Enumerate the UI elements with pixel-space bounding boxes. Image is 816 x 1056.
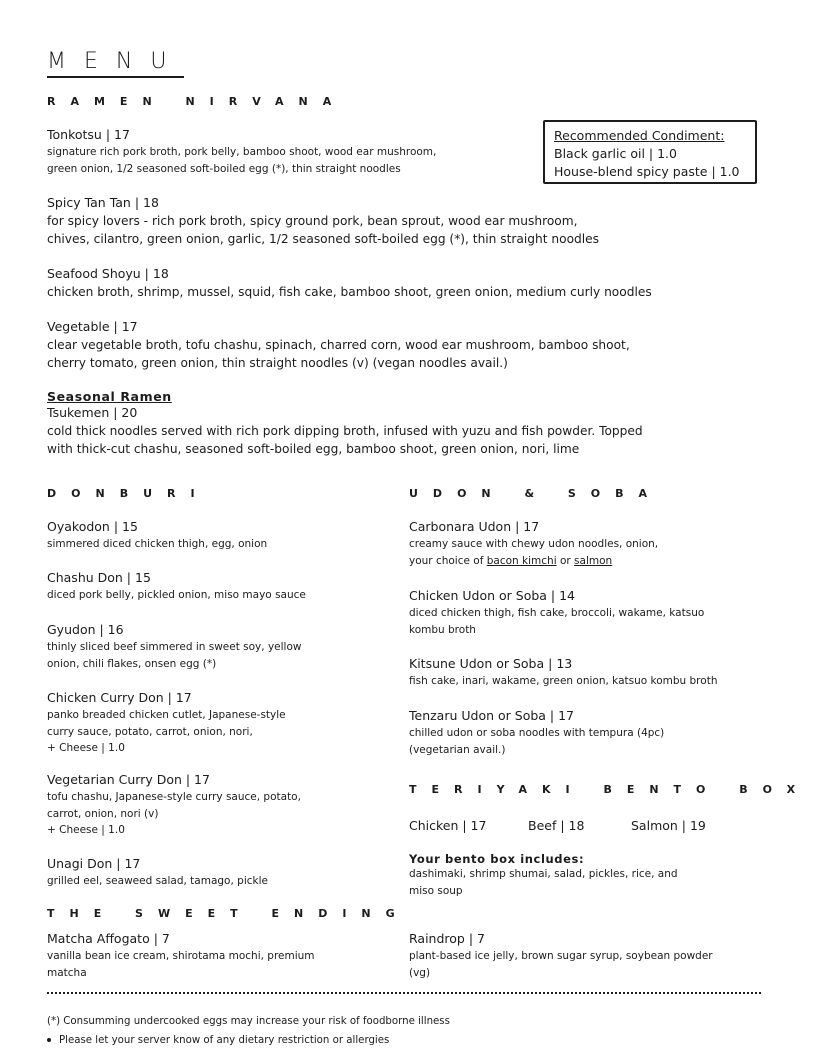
menu-item-vegetable: [47, 318, 630, 372]
bento-includes-desc: dashimaki, shrimp shumai, salad, pickles, rice, and: [409, 868, 678, 880]
item-desc: vanilla bean ice cream, shirotama mochi, premium: [47, 950, 315, 962]
condiment-item: Black garlic oil | 1.0: [554, 146, 677, 161]
item-name: Tenzaru Udon or Soba | 17: [409, 708, 575, 723]
menu-title: MENU: [47, 50, 184, 78]
bento-heading: TERIYAKI BENTO BOX: [409, 783, 811, 796]
bento-includes-desc: miso soup: [409, 884, 463, 897]
condiment-box: [543, 120, 757, 184]
item-desc: onion, chili flakes, onsen egg (*): [47, 657, 217, 670]
item-desc: grilled eel, seaweed salad, tamago, pickle: [47, 875, 268, 887]
item-desc: plant-based ice jelly, brown sugar syrup, soybean powder: [409, 950, 713, 962]
choice-prefix: your choice of: [409, 554, 487, 567]
donburi-heading: DONBURI: [47, 487, 210, 500]
item-desc: thinly sliced beef simmered in sweet soy, yellow: [47, 641, 302, 653]
dotted-divider: [47, 992, 761, 994]
item-desc: panko breaded chicken cutlet, Japanese-style: [47, 709, 286, 721]
choice-separator: or: [556, 554, 575, 567]
item-desc: signature rich pork broth, pork belly, bamboo shoot, wood ear mushroom,: [47, 146, 437, 158]
menu-item-kitsune-udon-soba: [409, 655, 717, 690]
item-desc: kombu broth: [409, 623, 476, 636]
choice-salmon: salmon: [574, 554, 613, 567]
item-name: Matcha Affogato | 7: [47, 931, 170, 946]
item-desc: cherry tomato, green onion, thin straight noodles (v) (vegan noodles avail.): [47, 356, 508, 370]
bullet-icon: [47, 1038, 51, 1042]
item-desc: (vg): [409, 966, 431, 979]
item-name: Chicken Udon or Soba | 14: [409, 588, 576, 603]
item-name: Gyudon | 16: [47, 622, 124, 637]
menu-item-chicken-curry-don: [47, 689, 286, 757]
item-choice: [409, 553, 658, 570]
menu-item-tsukemen: [47, 389, 643, 458]
footnote-allergies-text: Please let your server know of any dietary restriction or allergies: [59, 1035, 390, 1046]
item-desc: cold thick noodles served with rich pork dipping broth, infused with yuzu and fish powder. Topped: [47, 424, 643, 438]
menu-item-spicy-tan-tan: [47, 194, 599, 248]
menu-item-tenzaru-udon-soba: [409, 707, 664, 758]
item-desc: green onion, 1/2 seasoned soft-boiled egg (*), thin straight noodles: [47, 162, 401, 175]
menu-item-unagi-don: [47, 855, 268, 890]
menu-item-chashu-don: [47, 569, 306, 604]
udon-soba-heading: UDON & SOBA: [409, 487, 663, 500]
footnote-allergies: [47, 1034, 389, 1048]
item-name: Vegetarian Curry Don | 17: [47, 772, 210, 787]
dessert-heading: THE SWEET ENDING: [47, 907, 410, 920]
menu-item-seafood-shoyu: [47, 265, 652, 301]
menu-item-gyudon: [47, 621, 301, 672]
item-desc: curry sauce, potato, carrot, onion, nori,: [47, 725, 253, 738]
menu-item-matcha-affogato: [47, 930, 315, 981]
item-name: Chicken Curry Don | 17: [47, 690, 192, 705]
item-desc: (vegetarian avail.): [409, 743, 506, 756]
bento-includes-heading: Your bento box includes:: [409, 852, 585, 866]
bento-option-beef: Beef | 18: [528, 818, 585, 833]
item-name: Oyakodon | 15: [47, 519, 138, 534]
item-desc: chives, cilantro, green onion, garlic, 1/2 seasoned soft-boiled egg (*), thin straight noodles: [47, 232, 599, 246]
bento-includes: [409, 852, 678, 899]
item-desc: chicken broth, shrimp, mussel, squid, fish cake, bamboo shoot, green onion, medium curly noodles: [47, 285, 652, 299]
item-desc: fish cake, inari, wakame, green onion, katsuo kombu broth: [409, 675, 718, 687]
item-desc: tofu chashu, Japanese-style curry sauce, potato,: [47, 791, 301, 803]
bento-option-salmon: Salmon | 19: [631, 818, 706, 833]
item-desc: matcha: [47, 966, 87, 979]
item-desc: for spicy lovers - rich pork broth, spicy ground pork, bean sprout, wood ear mushroom,: [47, 214, 578, 228]
item-desc: clear vegetable broth, tofu chashu, spinach, charred corn, wood ear mushroom, bamboo shoot,: [47, 338, 630, 352]
menu-item-carbonara-udon: [409, 518, 658, 569]
choice-bacon-kimchi: bacon kimchi: [486, 554, 557, 567]
item-name: Spicy Tan Tan | 18: [47, 195, 159, 210]
footnote-egg-warning: (*) Consumming undercooked eggs may increase your risk of foodborne illness: [47, 1016, 450, 1027]
item-name: Tsukemen | 20: [47, 405, 138, 420]
item-desc: diced chicken thigh, fish cake, broccoli, wakame, katsuo: [409, 607, 705, 619]
item-name: Vegetable | 17: [47, 319, 138, 334]
item-desc: with thick-cut chashu, seasoned soft-boiled egg, bamboo shoot, green onion, nori, lime: [47, 442, 580, 456]
menu-item-chicken-udon-soba: [409, 587, 704, 638]
seasonal-heading: Seasonal Ramen: [47, 389, 172, 404]
item-name: Seafood Shoyu | 18: [47, 266, 169, 281]
item-desc: creamy sauce with chewy udon noodles, onion,: [409, 538, 659, 550]
menu-item-tonkotsu: [47, 126, 436, 177]
item-desc: chilled udon or soba noodles with tempura (4pc): [409, 727, 665, 739]
item-name: Tonkotsu | 17: [47, 127, 130, 142]
item-name: Raindrop | 7: [409, 931, 485, 946]
bento-option-chicken: Chicken | 17: [409, 818, 487, 833]
condiment-heading: Recommended Condiment:: [554, 128, 725, 143]
item-desc: + Cheese | 1.0: [47, 742, 125, 754]
menu-item-raindrop: [409, 930, 713, 981]
ramen-heading: RAMEN NIRVANA: [47, 95, 347, 108]
item-desc: + Cheese | 1.0: [47, 824, 125, 836]
item-name: Carbonara Udon | 17: [409, 519, 540, 534]
item-desc: carrot, onion, nori (v): [47, 807, 159, 820]
item-name: Kitsune Udon or Soba | 13: [409, 656, 573, 671]
condiment-item: House-blend spicy paste | 1.0: [554, 164, 740, 179]
menu-item-oyakodon: [47, 518, 267, 553]
menu-item-vegetarian-curry-don: [47, 771, 301, 839]
item-desc: simmered diced chicken thigh, egg, onion: [47, 538, 268, 550]
item-name: Chashu Don | 15: [47, 570, 151, 585]
item-desc: diced pork belly, pickled onion, miso mayo sauce: [47, 589, 306, 601]
item-name: Unagi Don | 17: [47, 856, 141, 871]
